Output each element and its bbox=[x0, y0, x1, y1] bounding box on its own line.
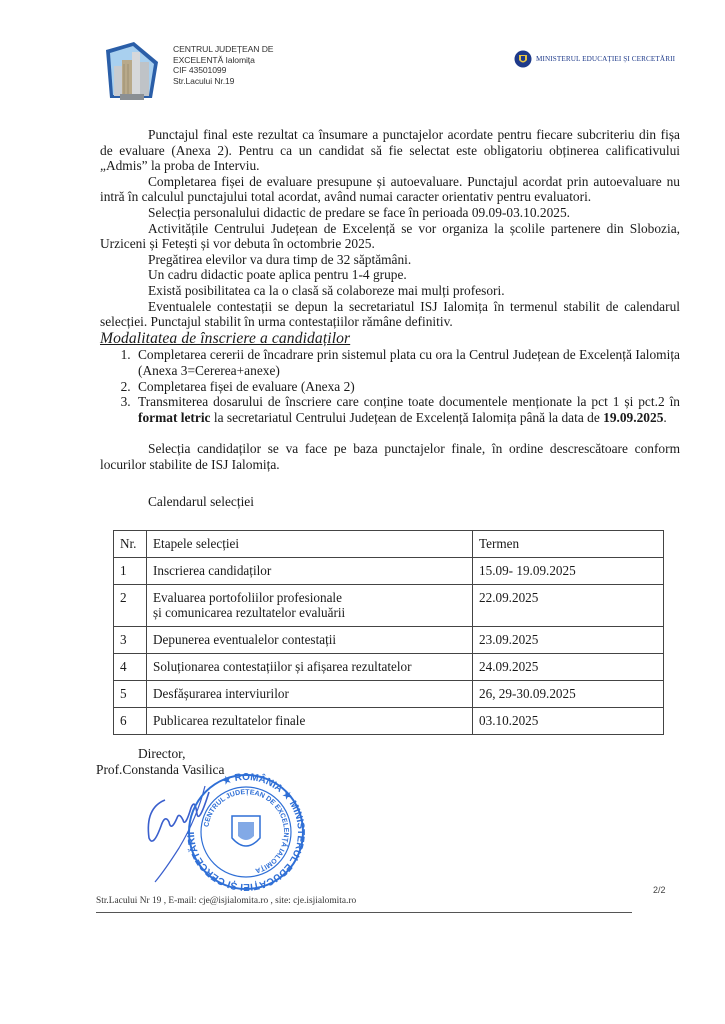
org-line: CIF 43501099 bbox=[173, 65, 227, 76]
section-title: Modalitatea de înscriere a candidaților bbox=[100, 329, 351, 347]
selection-note: Selecția candidaților se va face pe baza punctajelor finale, în ordine descrescătoare conform locurilor stabilite de ISJ Ialomița. bbox=[100, 441, 680, 472]
calendar-label: Calendarul selecției bbox=[148, 494, 254, 510]
director-role: Director, bbox=[138, 746, 186, 761]
table-row bbox=[114, 627, 664, 654]
ministry-header bbox=[514, 50, 675, 68]
paragraph: Pregătirea elevilor va dura timp de 32 săptămâni. bbox=[148, 251, 412, 267]
footer-contact: Str.Lacului Nr 19 , E-mail: cje@isjialomita.ro , site: cje.isjialomita.ro bbox=[96, 896, 357, 906]
step-text-bold: format letric bbox=[138, 409, 211, 425]
cell-term: 23.09.2025 bbox=[473, 627, 664, 654]
cell-stage: Depunerea eventualelor contestații bbox=[147, 627, 473, 654]
paragraph: Eventualele contestații se depun la secretariatul ISJ Ialomița în termenul stabilit de calendarul selecției. Punctajul stabilit în urma contestațiilor rămâne definitiv. bbox=[100, 298, 680, 330]
cell-term: 15.09- 19.09.2025 bbox=[473, 558, 664, 585]
org-line: EXCELENTĂ Ialomița bbox=[173, 54, 255, 65]
column-header: Etapele selecției bbox=[147, 531, 473, 558]
column-header: Nr. bbox=[114, 531, 147, 558]
cell-stage: Inscrierea candidaților bbox=[147, 558, 473, 585]
romanian-coat-of-arms-icon bbox=[514, 50, 532, 68]
table-header-row bbox=[114, 531, 664, 558]
paragraph: Selecția personalului didactic de predare se face în perioada 09.09-03.10.2025. bbox=[148, 204, 571, 220]
step-text: la secretariatul Centrului Județean de Excelență Ialomița până la data de bbox=[210, 409, 604, 425]
paragraph: Activitățile Centrului Județean de Excelență se vor organiza la școlile partenere din Slobozia, Urziceni și Fetești și vor debuta în octombrie 2025. bbox=[100, 220, 680, 252]
cell-nr: 5 bbox=[114, 681, 147, 708]
cell-stage: Publicarea rezultatelor finale bbox=[147, 708, 473, 735]
cell-nr: 4 bbox=[114, 654, 147, 681]
table-row bbox=[114, 558, 664, 585]
document-body bbox=[100, 127, 680, 510]
enrollment-step: 1. Completarea cererii de încadrare prin sistemul plata cu ora la Centrul Județean de Excelență Ialomița (Anexa 3=Cererea+anexe) bbox=[134, 347, 680, 378]
cell-term: 22.09.2025 bbox=[473, 585, 664, 627]
org-line: CENTRUL JUDEȚEAN DE bbox=[173, 44, 274, 54]
paragraph: Un cadru didactic poate aplica pentru 1-4 grupe. bbox=[148, 267, 407, 283]
table-row bbox=[114, 654, 664, 681]
column-header: Termen bbox=[473, 531, 664, 558]
cell-nr: 1 bbox=[114, 558, 147, 585]
enrollment-steps bbox=[100, 347, 680, 425]
organization-info bbox=[173, 44, 273, 86]
enrollment-step bbox=[134, 394, 680, 425]
building-logo-icon bbox=[100, 40, 162, 106]
step-text: . bbox=[663, 409, 667, 425]
cell-nr: 3 bbox=[114, 627, 147, 654]
cell-term: 03.10.2025 bbox=[473, 708, 664, 735]
stamp-inner-text: CENTRUL JUDEȚEAN DE EXCELENȚĂ IALOMIȚA bbox=[203, 788, 290, 874]
enrollment-step: 2. Completarea fișei de evaluare (Anexa 2) bbox=[134, 379, 680, 395]
step-text: Transmiterea dosarului de înscriere care conține toate documentele menționate la pct 1 și pct.2 în bbox=[138, 394, 680, 410]
page-number: 2/2 bbox=[653, 885, 666, 895]
cell-nr: 2 bbox=[114, 585, 147, 627]
cell-term: 24.09.2025 bbox=[473, 654, 664, 681]
paragraph: Există posibilitatea ca la o clasă să colaboreze mai mulți profesori. bbox=[148, 282, 505, 298]
org-line: Str.Lacului Nr.19 bbox=[173, 75, 235, 86]
cell-nr: 6 bbox=[114, 708, 147, 735]
table-row bbox=[114, 681, 664, 708]
paragraph: Completarea fișei de evaluare presupune și autoevaluare. Punctajul acordat prin autoevaluare nu intră în calculul punctajului total acordat, având numai caracter orientativ pentru evaluatori. bbox=[100, 173, 680, 205]
director-name: Prof.Constanda Vasilica bbox=[96, 762, 225, 777]
footer-divider bbox=[96, 912, 632, 913]
paragraph: Punctajul final este rezultat ca însumare a punctajelor acordate pentru fiecare subcriteriu din fișa de evaluare (Anexa 2). Pentru ca un candidat să fie selectat este obligatoriu obținerea calificativului „Admis” la proba de Interviu. bbox=[100, 127, 680, 174]
cell-term: 26, 29-30.09.2025 bbox=[473, 681, 664, 708]
table-row bbox=[114, 708, 664, 735]
cell-stage: Soluționarea contestațiilor și afișarea rezultatelor bbox=[147, 654, 473, 681]
deadline-date: 19.09.2025 bbox=[603, 409, 664, 425]
calendar-table bbox=[113, 530, 664, 735]
table-row bbox=[114, 585, 664, 627]
ministry-name: MINISTERUL EDUCAȚIEI ȘI CERCETĂRII bbox=[536, 55, 676, 63]
official-stamp-icon bbox=[186, 772, 306, 892]
cell-stage: Desfășurarea interviurilor bbox=[147, 681, 473, 708]
stamp-outer-text: ★ ROMÂNIA ★ MINISTERUL EDUCAȚIEI ȘI CERCETĂRII bbox=[186, 772, 306, 892]
cell-stage: Evaluarea portofoliilor profesionale și comunicarea rezultatelor evaluării bbox=[147, 585, 473, 627]
